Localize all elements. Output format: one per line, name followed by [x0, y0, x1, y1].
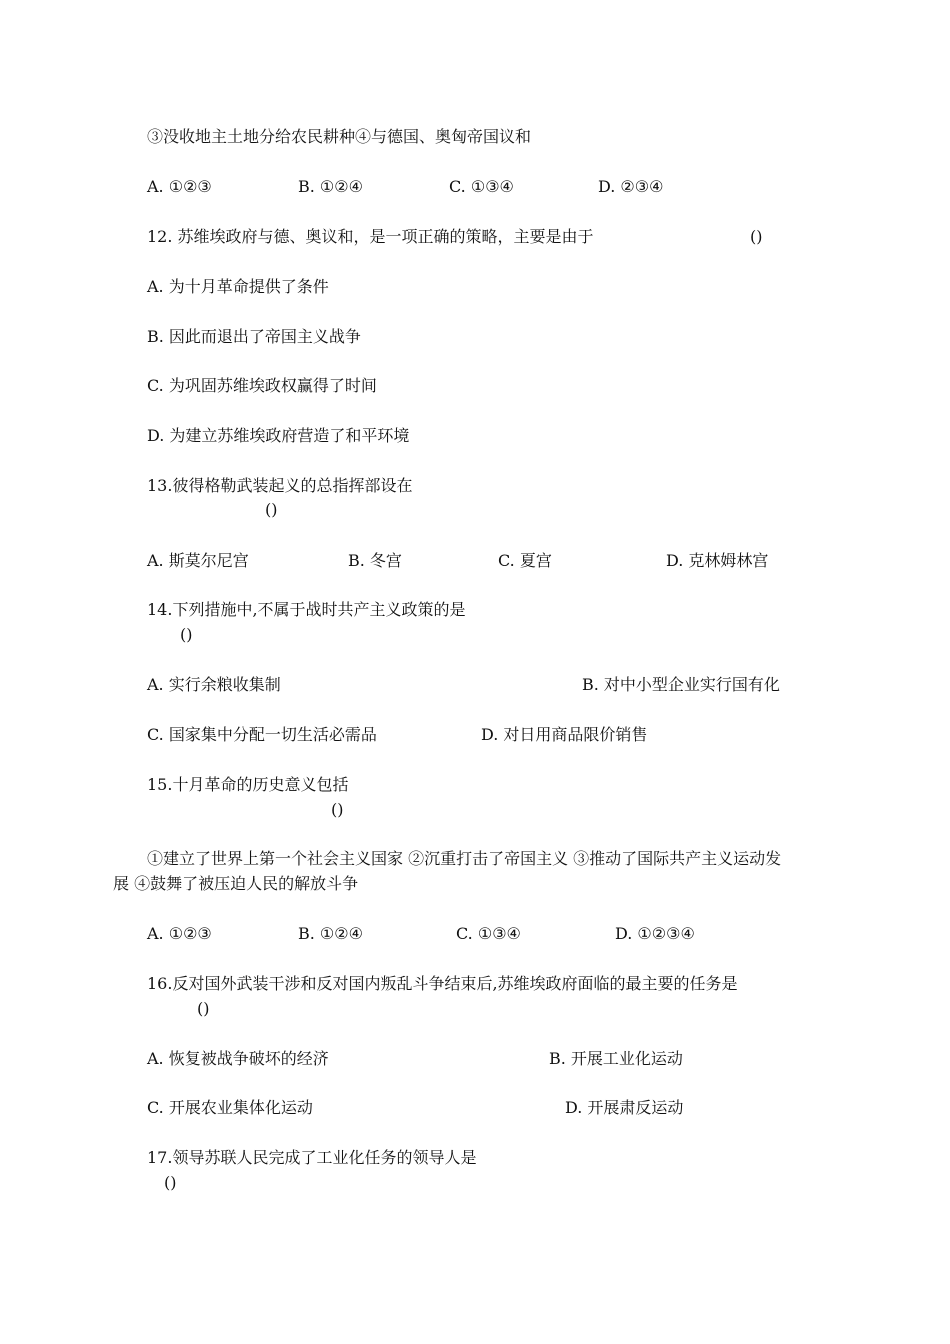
- q14-answer-paren: (): [180, 625, 193, 644]
- q11-option-c: C. ①③④: [449, 177, 514, 196]
- q14-option-a: A. 实行余粮收集制: [147, 675, 281, 694]
- q13-option-a: A. 斯莫尔尼宫: [147, 551, 249, 570]
- q12-answer-paren: (): [750, 227, 763, 246]
- q17-stem: 17.领导苏联人民完成了工业化任务的领导人是: [147, 1148, 477, 1167]
- q12-option-b: B. 因此而退出了帝国主义战争: [147, 327, 361, 346]
- q16-option-c: C. 开展农业集体化运动: [147, 1098, 313, 1117]
- q16-stem: 16.反对国外武装干涉和反对国内叛乱斗争结束后,苏维埃政府面临的最主要的任务是: [147, 974, 738, 993]
- q15-option-b: B. ①②④: [298, 924, 363, 943]
- q15-items-line-2: 展 ④鼓舞了被压迫人民的解放斗争: [113, 874, 359, 893]
- q15-option-a: A. ①②③: [147, 924, 212, 943]
- q12-option-a: A. 为十月革命提供了条件: [147, 277, 329, 296]
- q13-option-b: B. 冬宫: [348, 551, 402, 570]
- q16-answer-paren: (): [197, 999, 210, 1018]
- q12-stem: 12. 苏维埃政府与德、奥议和，是一项正确的策略，主要是由于: [147, 227, 594, 246]
- q14-option-d: D. 对日用商品限价销售: [481, 725, 648, 744]
- q15-option-d: D. ①②③④: [615, 924, 695, 943]
- q12-option-d: D. 为建立苏维埃政府营造了和平环境: [147, 426, 410, 445]
- q11-option-b: B. ①②④: [298, 177, 363, 196]
- q15-option-c: C. ①③④: [456, 924, 521, 943]
- q17-answer-paren: (): [164, 1173, 177, 1192]
- q15-stem: 15.十月革命的历史意义包括: [147, 775, 349, 794]
- q14-option-b: B. 对中小型企业实行国有化: [582, 675, 780, 694]
- q14-option-c: C. 国家集中分配一切生活必需品: [147, 725, 377, 744]
- q13-option-d: D. 克林姆林宫: [666, 551, 769, 570]
- q16-option-b: B. 开展工业化运动: [549, 1049, 683, 1068]
- q13-option-c: C. 夏宫: [498, 551, 552, 570]
- q11-option-d: D. ②③④: [598, 177, 664, 196]
- q13-stem: 13.彼得格勒武装起义的总指挥部设在: [147, 476, 413, 495]
- q14-stem: 14.下列措施中,不属于战时共产主义政策的是: [147, 600, 466, 619]
- q13-answer-paren: (): [265, 500, 278, 519]
- q12-option-c: C. 为巩固苏维埃政权赢得了时间: [147, 376, 377, 395]
- q11-stem-tail: ③没收地主土地分给农民耕种④与德国、奥匈帝国议和: [147, 127, 532, 146]
- q15-answer-paren: (): [331, 800, 344, 819]
- q16-option-a: A. 恢复被战争破坏的经济: [147, 1049, 329, 1068]
- q16-option-d: D. 开展肃反运动: [565, 1098, 684, 1117]
- q15-items-line-1: ①建立了世界上第一个社会主义国家 ②沉重打击了帝国主义 ③推动了国际共产主义运动发: [147, 849, 782, 868]
- q11-option-a: A. ①②③: [147, 177, 212, 196]
